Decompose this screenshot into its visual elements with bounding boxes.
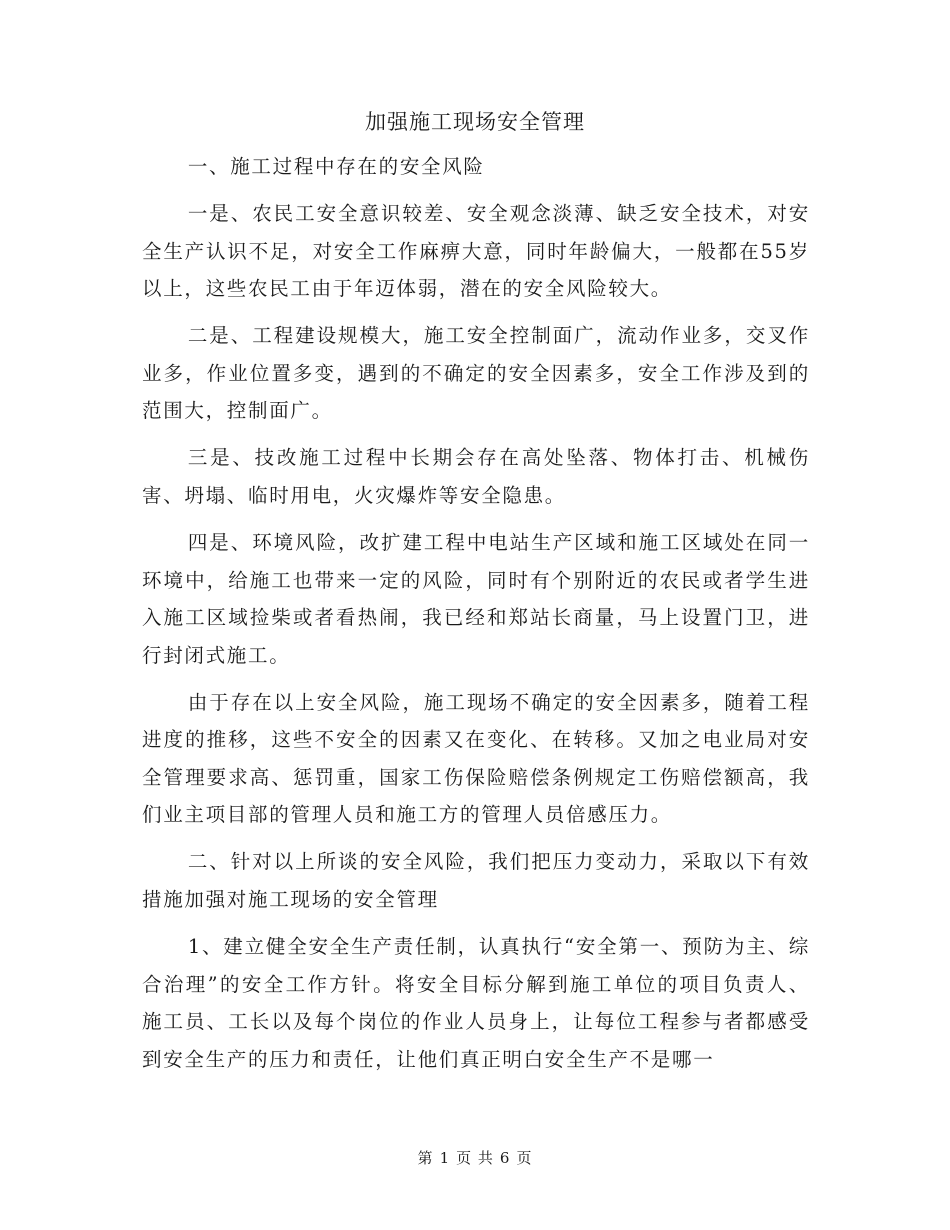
section-heading-1: 一、施工过程中存在的安全风险 <box>187 155 485 178</box>
paragraph: 由于存在以上安全风险，施工现场不确定的安全因素多，随着工程进度的推移，这些不安全的因素又在变化、在转移。又加之电业局对安全管理要求高、惩罚重，国家工伤保险赔偿条例规定工伤赔偿额高，我们业主项目部的管理人员和施工方的管理人员倍感压力。 <box>142 690 810 827</box>
paragraph: 四是、环境风险，改扩建工程中电站生产区域和施工区域处在同一环境中，给施工也带来一定的风险，同时有个别附近的农民或者学生进入施工区域捡柴或者看热闹，我已经和郑站长商量，马上设置门卫，进行封闭式施工。 <box>142 530 810 667</box>
footer-prefix: 第 <box>417 1149 434 1167</box>
paragraph: 二是、工程建设规模大，施工安全控制面广，流动作业多，交叉作业多，作业位置多变，遇到的不确定的安全因素多，安全工作涉及到的范围大，控制面广。 <box>142 324 810 423</box>
paragraph: 1、建立健全安全生产责任制，认真执行“安全第一、预防为主、综合治理”的安全工作方针。将安全目标分解到施工单位的项目负责人、施工员、工长以及每个岗位的作业人员身上，让每位工程参与者都感受到安全生产的压力和责任，让他们真正明白安全生产不是哪一 <box>142 935 810 1071</box>
paragraph: 一是、农民工安全意识较差、安全观念淡薄、缺乏安全技术，对安全生产认识不足，对安全工作麻痹大意，同时年龄偏大，一般都在55岁以上，这些农民工由于年迈体弱，潜在的安全风险较大。 <box>142 201 810 301</box>
document-title: 加强施工现场安全管理 <box>365 110 585 134</box>
section-heading-2: 二、针对以上所谈的安全风险，我们把压力变动力，采取以下有效措施加强对施工现场的安全管理 <box>142 850 810 912</box>
footer-current-page: 1 <box>439 1149 451 1167</box>
paragraph: 三是、技改施工过程中长期会存在高处坠落、物体打击、机械伤害、坍塌、临时用电，火灾爆炸等安全隐患。 <box>142 446 810 507</box>
footer-suffix: 页 <box>516 1149 533 1167</box>
page-footer <box>0 1146 950 1170</box>
document-body <box>142 148 810 1088</box>
footer-total-pages: 6 <box>499 1149 511 1167</box>
footer-middle: 页 共 <box>456 1149 494 1167</box>
